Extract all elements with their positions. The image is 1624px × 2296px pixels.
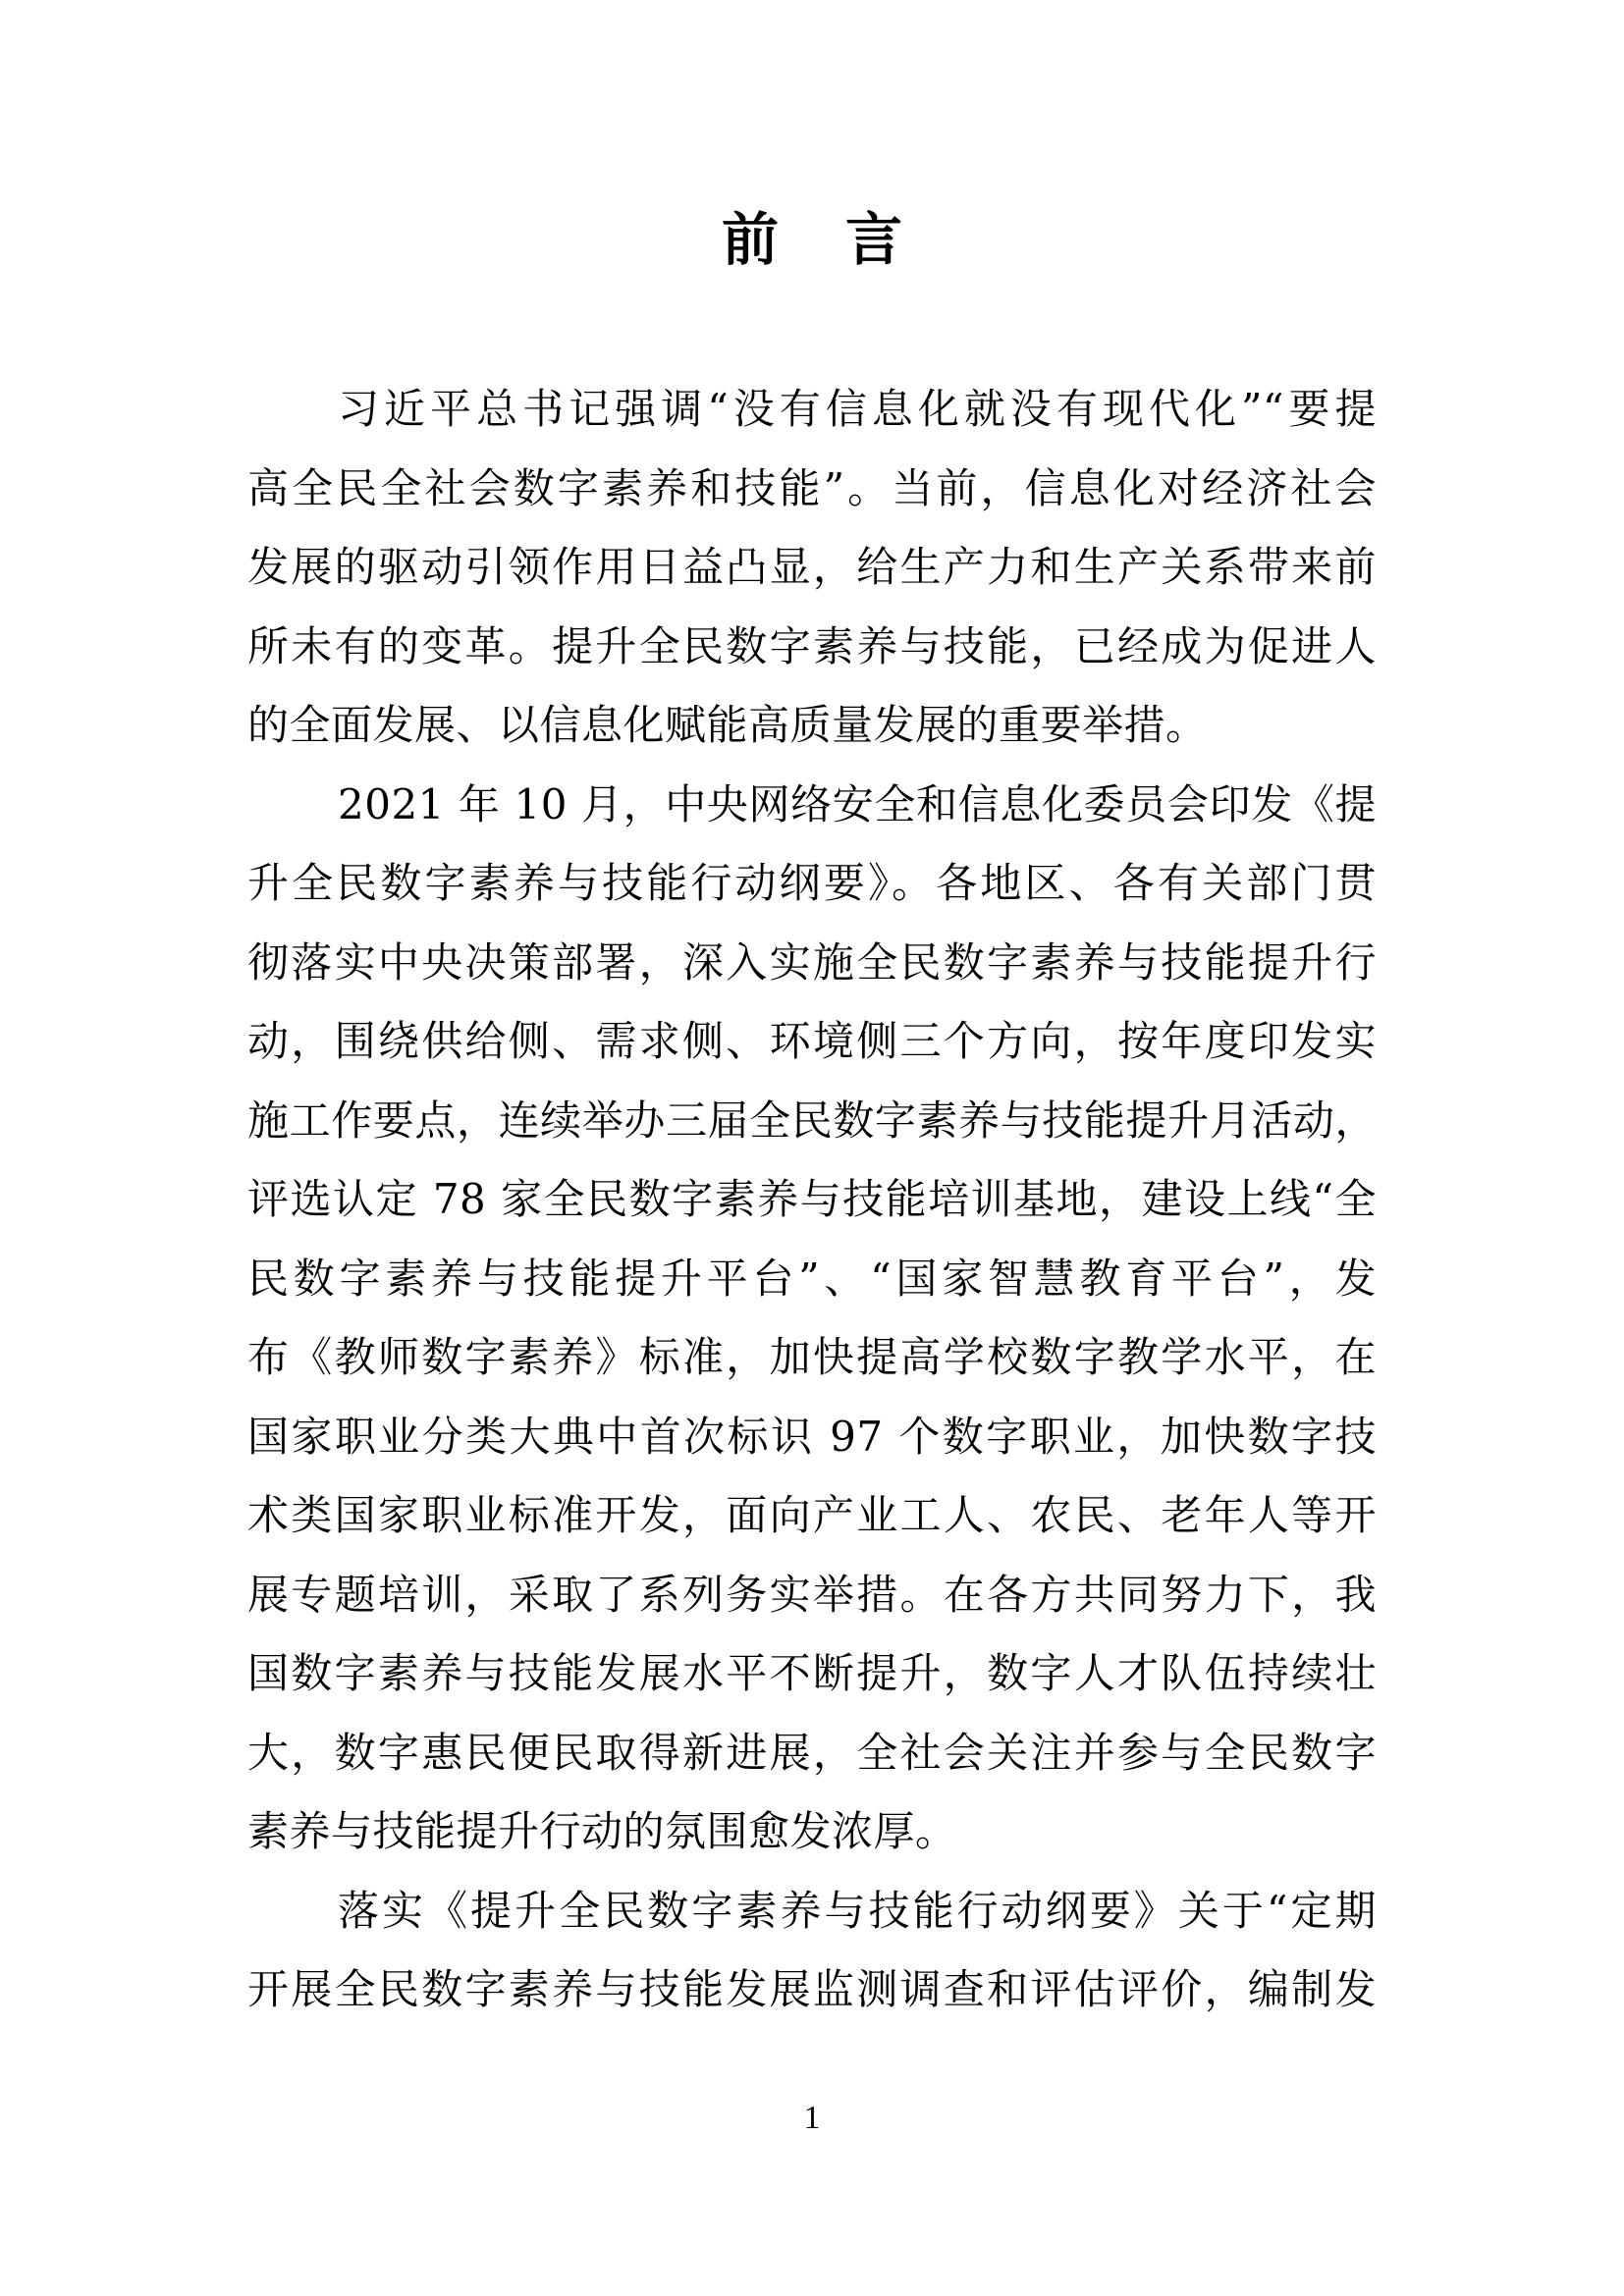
text-line: 素养与技能提升行动的氛围愈发浓厚。 bbox=[247, 1807, 957, 1855]
paragraph-1 bbox=[247, 370, 1377, 766]
text-line: 施工作要点，连续举办三届全民数字素养与技能提升月活动， bbox=[247, 1095, 1377, 1145]
title-char-1: 前 bbox=[721, 206, 779, 273]
paragraph-3 bbox=[247, 1872, 1377, 2030]
text-line: 国家职业分类大典中首次标识 97 个数字职业，加快数字技 bbox=[247, 1412, 1377, 1461]
page-number: 1 bbox=[803, 2100, 821, 2136]
text-line: 所未有的变革。提升全民数字素养与技能，已经成为促进人 bbox=[247, 621, 1377, 670]
text-line: 展专题培训，采取了系列务实举措。在各方共同努力下，我 bbox=[247, 1570, 1377, 1619]
text-line: 动，围绕供给侧、需求侧、环境侧三个方向，按年度印发实 bbox=[247, 1017, 1377, 1065]
text-line: 2021 年 10 月，中央网络安全和信息化委员会印发《提 bbox=[338, 779, 1377, 828]
paragraph-2 bbox=[247, 766, 1377, 1872]
text-line: 术类国家职业标准开发，面向产业工人、农民、老年人等开 bbox=[247, 1491, 1377, 1539]
text-line: 民数字素养与技能提升平台”、“国家智慧教育平台”，发 bbox=[247, 1254, 1377, 1303]
text-line: 落实《提升全民数字素养与技能行动纲要》关于“定期 bbox=[338, 1886, 1377, 1935]
text-line: 发展的驱动引领作用日益凸显，给生产力和生产关系带来前 bbox=[247, 543, 1377, 591]
text-line: 彻落实中央决策部署，深入实施全民数字素养与技能提升行 bbox=[247, 937, 1377, 987]
text-line: 高全民全社会数字素养和技能”。当前，信息化对经济社会 bbox=[247, 463, 1377, 512]
text-line: 大，数字惠民便民取得新进展，全社会关注并参与全民数字 bbox=[247, 1728, 1377, 1777]
text-line: 开展全民数字素养与技能发展监测调查和评估评价，编制发 bbox=[247, 1965, 1377, 2013]
text-line: 评选认定 78 家全民数字素养与技能培训基地，建设上线“全 bbox=[247, 1175, 1377, 1223]
text-line: 的全面发展、以信息化赋能高质量发展的重要举措。 bbox=[247, 701, 1208, 749]
text-line: 国数字素养与技能发展水平不断提升，数字人才队伍持续壮 bbox=[247, 1649, 1377, 1697]
title-char-2: 言 bbox=[845, 206, 903, 273]
text-line: 升全民数字素养与技能行动纲要》。各地区、各有关部门贯 bbox=[247, 859, 1377, 907]
text-line: 习近平总书记强调“没有信息化就没有现代化”“要提 bbox=[338, 385, 1377, 433]
text-line: 布《教师数字素养》标准，加快提高学校数字教学水平，在 bbox=[247, 1333, 1377, 1381]
page-title bbox=[0, 192, 1624, 287]
body-text bbox=[247, 370, 1377, 2030]
